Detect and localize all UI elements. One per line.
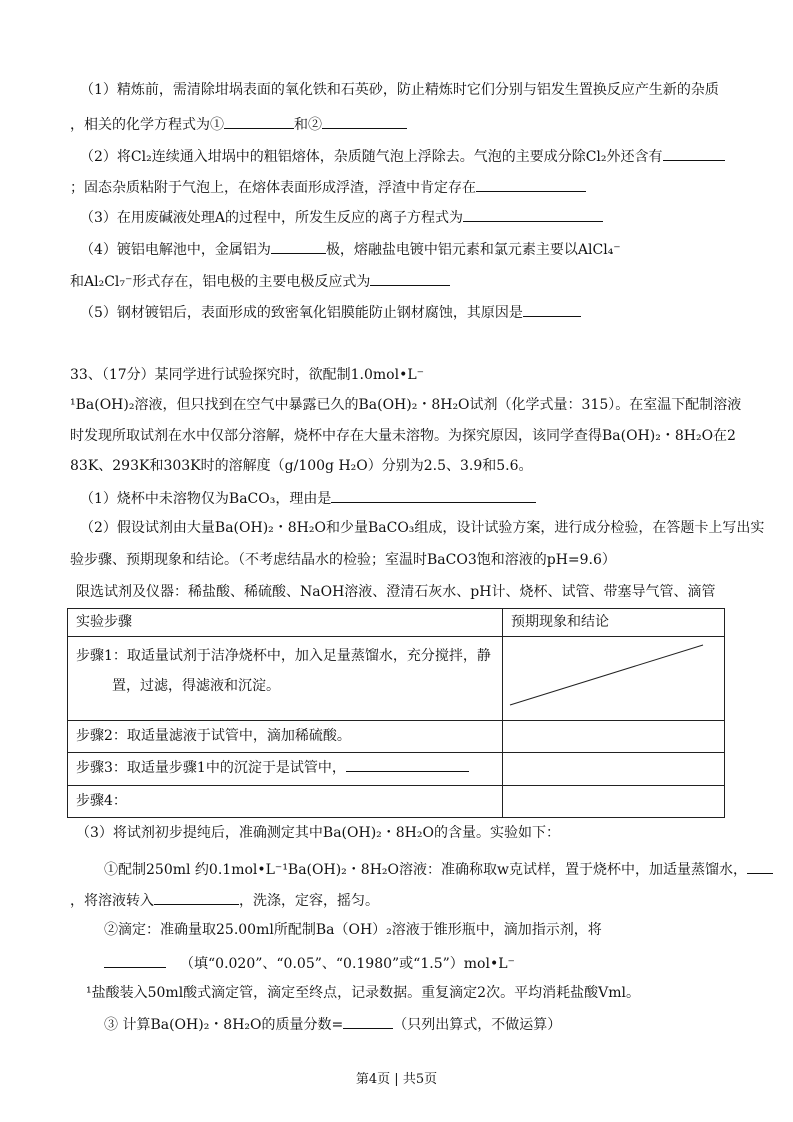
text: （1）烧杯中未溶物仅为BaCO₃，理由是 [80, 491, 332, 507]
answer-blank[interactable] [370, 271, 450, 286]
text: 极，熔融盐电镀中铝元素和氯元素主要以AlCl₄⁻ [325, 242, 621, 258]
q32-part4 [80, 239, 621, 259]
text: ，洗涤，定容，摇匀。 [239, 893, 379, 909]
q33-part1 [80, 488, 536, 508]
q32-part1-cont [70, 114, 407, 134]
answer-blank-2[interactable] [322, 114, 407, 129]
q33-part3-step3 [104, 1014, 561, 1034]
q32-part1: （1）精炼前，需清除坩埚表面的氧化铁和石英砂，防止精炼时它们分别与铝发生置换反应产生新的杂质 [80, 82, 719, 98]
q33-part3-step2-cont [104, 953, 515, 973]
step-3 [68, 753, 503, 786]
answer-blank[interactable] [476, 177, 586, 192]
text: ；固态杂质粘附于气泡上，在熔体表面形成浮渣，浮渣中肯定存在 [70, 180, 476, 196]
q33-part3-step2-cont: ¹盐酸装入50ml酸式滴定管，滴定至终点，记录数据。重复滴定2次。平均消耗盐酸Vml。 [86, 985, 640, 1001]
q33-intro: ¹Ba(OH)₂溶液，但只找到在空气中暴露已久的Ba(OH)₂・8H₂O试剂（化学式量：315）。在室温下配制溶液 [70, 397, 742, 413]
q33-part3-step1-cont [70, 890, 379, 910]
header-results: 预期现象和结论 [503, 609, 725, 637]
q33-part2: （2）假设试剂由大量Ba(OH)₂・8H₂O和少量BaCO₃组成，设计试验方案，进行成分检验，在答题卡上写出实 [80, 520, 765, 536]
experiment-table [67, 608, 725, 818]
step-2: 步骤2：取适量滤液于试管中，滴加稀硫酸。 [68, 721, 503, 753]
q33-part3-step2: ②滴定：准确量取25.00ml所配制Ba（OH）₂溶液于锥形瓶中，滴加指示剂，将 [104, 922, 602, 938]
text: 和Al₂Cl₇⁻形式存在，铝电极的主要电极反应式为 [70, 274, 371, 290]
answer-blank[interactable] [463, 207, 603, 222]
step-4-result[interactable] [503, 786, 725, 818]
q33-part3-step1 [104, 859, 773, 879]
q33-part2: 验步骤、预期现象和结论。（不考虑结晶水的检验；室温时BaCO3饱和溶液的pH=9.6） [70, 552, 616, 568]
q32-part5 [80, 302, 581, 322]
text: （只列出算式，不做运算） [393, 1017, 562, 1033]
answer-blank[interactable] [343, 1014, 393, 1029]
q33-part3: （3）将试剂初步提纯后，准确测定其中Ba(OH)₂・8H₂O的含量。实验如下： [76, 825, 560, 841]
text: 步骤3：取适量步骤1中的沉淀于是试管中， [76, 760, 346, 776]
step-2-result[interactable] [503, 721, 725, 753]
q33-intro: 33、（17分）某同学进行试验探究时，欲配制1.0mol•L⁻ [70, 367, 425, 383]
q33-reagents: 限选试剂及仪器：稀盐酸、稀硫酸、NaOH溶液、澄清石灰水、pH计、烧杯、试管、带塞导气管、滴管 [76, 584, 716, 600]
q32-part2 [80, 146, 725, 166]
step-3-result[interactable] [503, 753, 725, 786]
text: 步骤1：取适量试剂于洁净烧杯中，加入足量蒸馏水，充分搅拌，静 [76, 648, 491, 664]
text: （3）在用废碱液处理A的过程中，所发生反应的离子方程式为 [80, 210, 464, 226]
answer-blank[interactable] [331, 488, 536, 503]
q33-intro: 时发现所取试剂在水中仅部分溶解，烧杯中存在大量未溶物。为探究原因，该同学查得Ba(OH)₂・8H₂O在2 [70, 428, 736, 444]
answer-blank[interactable] [271, 239, 326, 254]
answer-blank[interactable] [346, 757, 469, 772]
q32-part3 [80, 207, 603, 227]
answer-blank[interactable] [104, 953, 166, 968]
text: ①配制250ml 约0.1mol•L⁻¹Ba(OH)₂・8H₂O溶液：准确称取w克试样，置于烧杯中，加适量蒸馏水， [104, 862, 747, 878]
q32-part2-cont [70, 177, 586, 197]
text: （填“0.020”、“0.05”、“0.1980”或“1.5”）mol•L⁻ [180, 956, 515, 972]
text: 和② [294, 117, 322, 133]
text: ，将溶液转入 [70, 893, 154, 909]
q32-part4-cont [70, 271, 450, 291]
answer-blank[interactable] [747, 859, 773, 874]
text: ，相关的化学方程式为① [70, 117, 224, 133]
answer-blank[interactable] [663, 146, 725, 161]
step-4: 步骤4： [68, 786, 503, 818]
page-footer: 第4页 | 共5页 [355, 1072, 438, 1087]
text: （5）钢材镀铝后，表面形成的致密氧化铝膜能防止钢材腐蚀，其原因是 [80, 305, 523, 321]
answer-blank[interactable] [523, 302, 581, 317]
step-1-result[interactable] [503, 637, 725, 721]
answer-blank-1[interactable] [224, 114, 294, 129]
text: （4）镀铝电解池中，金属铝为 [80, 242, 271, 258]
step-1 [68, 637, 503, 721]
header-steps: 实验步骤 [68, 609, 503, 637]
text: ③ 计算Ba(OH)₂・8H₂O的质量分数= [104, 1017, 344, 1033]
q33-intro: 83K、293K和303K时的溶解度（g/100g H₂O）分别为2.5、3.9和5.6。 [70, 458, 533, 474]
answer-blank[interactable] [154, 890, 239, 905]
text: （2）将Cl₂连续通入坩埚中的粗铝熔体，杂质随气泡上浮除去。气泡的主要成分除Cl₂外还含有 [80, 149, 663, 165]
diagonal-strike-line [503, 637, 713, 717]
text: 置，过滤，得滤液和沉淀。 [112, 678, 280, 694]
